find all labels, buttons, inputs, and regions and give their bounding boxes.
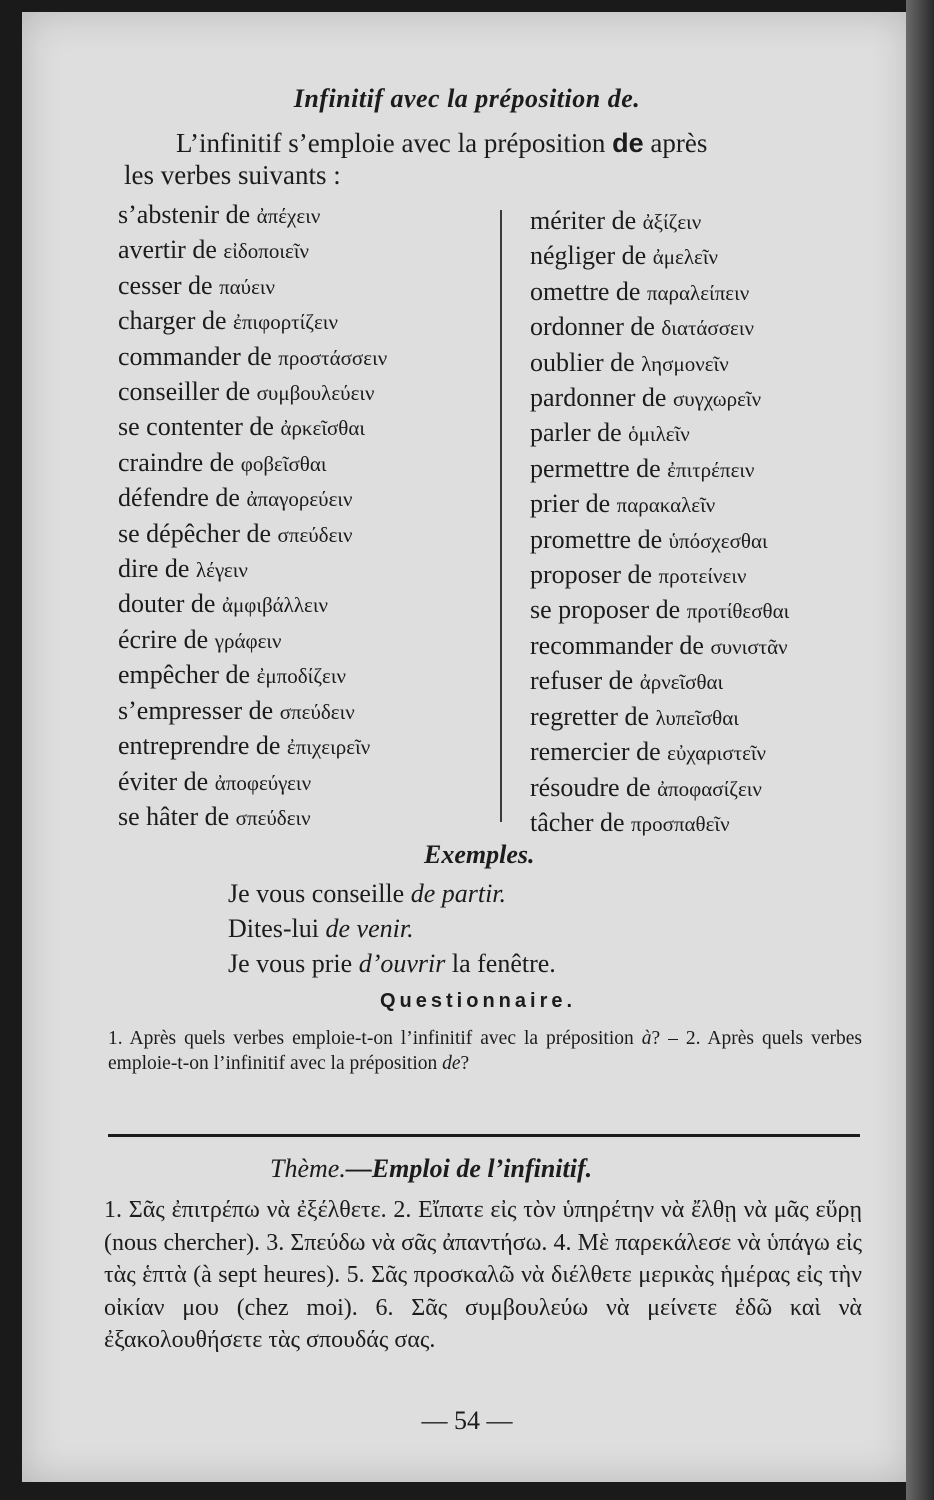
verb-fr: mériter de — [530, 206, 637, 235]
verb-gr: σπεύδειν — [235, 805, 311, 830]
verb-fr: cesser de — [118, 270, 213, 300]
verb-row — [118, 552, 387, 587]
verb-fr: négliger de — [530, 241, 647, 271]
verb-fr: parler de — [530, 418, 622, 448]
left-verb-list — [118, 198, 387, 835]
verb-fr: charger de — [118, 306, 227, 336]
question-2: ? – 2. Après quels verbes emploie-t-on l’infinitif avec la préposition — [108, 1028, 863, 1074]
verb-fr: s’empresser de — [118, 695, 274, 725]
verb-gr: ὑπόσχεσθαι — [668, 528, 768, 553]
theme-title-prefix: Thème. — [270, 1154, 346, 1183]
example-plain: Je vous prie — [228, 949, 353, 978]
verb-gr: ἐπιχειρεῖν — [286, 735, 371, 760]
verb-fr: refuser de — [530, 666, 634, 696]
verb-gr: προτείνειν — [658, 564, 747, 589]
verb-row — [530, 700, 789, 735]
verb-fr: promettre de — [530, 524, 663, 554]
verb-row — [530, 523, 789, 558]
verb-gr: προτίθεσθαι — [686, 599, 790, 624]
verb-fr: se hâter de — [118, 801, 230, 831]
verb-gr: ἐπιφορτίζειν — [233, 310, 338, 335]
verb-row — [118, 198, 387, 233]
verb-row — [530, 771, 789, 806]
verb-gr: συγχωρεῖν — [672, 387, 762, 412]
verb-gr: ἐμποδίζειν — [256, 664, 346, 689]
verb-row — [118, 694, 387, 729]
verb-gr: ἀπαγορεύειν — [246, 487, 353, 512]
verb-fr: regretter de — [530, 701, 650, 731]
verb-row — [118, 800, 387, 835]
section-heading: Infinitif avec la préposition de. — [293, 84, 641, 113]
verb-gr: ἀποφεύγειν — [214, 770, 312, 795]
verb-fr: pardonner de — [530, 383, 667, 413]
verb-gr: σπεύδειν — [279, 699, 355, 724]
verb-gr: γράφειν — [214, 628, 282, 653]
verb-gr: λησμονεῖν — [641, 351, 729, 376]
verb-row — [118, 517, 387, 552]
verb-gr: διατάσσειν — [661, 316, 754, 341]
page-number: — 54 — — [421, 1406, 513, 1435]
verb-gr: λέγειν — [195, 558, 248, 583]
examples-title: Exemples. — [424, 840, 535, 869]
verb-gr: φοβεῖσθαι — [240, 451, 327, 476]
verb-fr: conseiller de — [118, 377, 251, 407]
examples-list — [228, 876, 556, 981]
verb-row — [118, 375, 387, 410]
verb-fr: se contenter de — [118, 412, 274, 442]
questionnaire-title: Questionnaire. — [380, 990, 577, 1012]
verb-fr: omettre de — [530, 276, 641, 306]
intro-line-2: les verbes suivants : — [124, 160, 341, 190]
verb-fr: se dépêcher de — [118, 518, 272, 548]
verb-gr: σπεύδειν — [277, 522, 353, 547]
verb-row — [530, 416, 789, 451]
verb-gr: παύειν — [219, 274, 276, 299]
verb-fr: empêcher de — [118, 660, 251, 690]
verb-gr: ἀρνεῖσθαι — [639, 670, 724, 695]
verb-row — [530, 346, 789, 381]
verb-gr: συμβουλεύειν — [256, 381, 375, 406]
verb-row — [118, 481, 387, 516]
verb-row — [118, 623, 387, 658]
verb-row — [118, 765, 387, 800]
verb-row — [530, 204, 789, 239]
verb-row — [530, 381, 789, 416]
verb-fr: éviter de — [118, 766, 209, 796]
question-2-prep: de — [442, 1053, 461, 1074]
column-divider — [500, 210, 502, 822]
question-1: 1. Après quels verbes emploie-t-on l’infinitif avec la préposition — [108, 1028, 634, 1049]
verb-row — [530, 487, 789, 522]
page-edge-shadow — [906, 0, 934, 1500]
intro-keyword: de — [612, 128, 644, 158]
verb-gr: ἐπιτρέπειν — [667, 457, 755, 482]
verb-gr: ἀμφιβάλλειν — [221, 593, 329, 618]
verb-fr: commander de — [118, 341, 272, 371]
example-after: la fenêtre. — [451, 949, 556, 978]
verb-gr: ἀμελεῖν — [652, 245, 718, 270]
verb-fr: se proposer de — [530, 595, 681, 625]
theme-title — [270, 1154, 592, 1184]
verb-fr: permettre de — [530, 453, 661, 483]
verb-row — [118, 446, 387, 481]
verb-fr: ordonner de — [530, 312, 655, 342]
verb-gr: παραλείπειν — [646, 280, 750, 305]
example-plain: Je vous conseille — [228, 879, 405, 908]
example-line — [228, 946, 556, 981]
verb-row — [118, 304, 387, 339]
verb-row — [118, 410, 387, 445]
theme-title-rest: —Emploi de l’infinitif. — [345, 1154, 593, 1183]
verb-fr: dire de — [118, 554, 190, 584]
example-line — [228, 911, 556, 946]
verb-row — [530, 664, 789, 699]
verb-row — [530, 275, 789, 310]
verb-row — [118, 587, 387, 622]
verb-row — [530, 806, 789, 841]
verb-fr: s’abstenir de — [118, 200, 251, 229]
verb-row — [530, 735, 789, 770]
verb-gr: ὁμιλεῖν — [628, 422, 690, 447]
verb-fr: craindre de — [118, 447, 235, 477]
verb-row — [530, 593, 789, 628]
verb-fr: tâcher de — [530, 807, 625, 837]
right-verb-list — [530, 204, 789, 841]
example-line — [228, 876, 556, 911]
verb-fr: avertir de — [118, 235, 217, 265]
intro-end: après — [650, 128, 708, 158]
theme-text: 1. Σᾶς ἐπιτρέπω νὰ ἐξέλθετε. 2. Εἴπατε εἰς τὸν ὑπηρέτην νὰ ἔλθῃ νὰ μᾶς εὕρῃ (nous chercher). 3. Σπεύδω νὰ σᾶς ἀπαντήσω. 4. Μὲ παρεκάλεσε νὰ ὑπάγω εἰς τὰς ἑπτὰ (à sept heures). 5. Σᾶς προσκαλῶ νὰ διέλθετε μερικὰς ἡμέρας εἰς τὴν οἰκίαν μου (chez moi). 6. Σᾶς συμβουλεύω νὰ μείνετε ἐδῶ καὶ νὰ ἐξακολουθήσετε τὰς σπουδάς σας. — [104, 1197, 862, 1353]
verb-fr: résoudre de — [530, 772, 651, 802]
verb-row — [118, 658, 387, 693]
example-italic: de venir. — [325, 914, 414, 943]
verb-row — [530, 452, 789, 487]
verb-gr: συνιστᾶν — [710, 634, 788, 659]
verb-gr: ἀξίζειν — [642, 210, 702, 234]
verb-fr: proposer de — [530, 560, 653, 590]
verb-gr: προστάσσειν — [278, 345, 388, 370]
verb-row — [530, 558, 789, 593]
verb-fr: oublier de — [530, 347, 635, 377]
verb-row — [530, 310, 789, 345]
verb-fr: entreprendre de — [118, 731, 281, 761]
example-italic: d’ouvrir — [358, 949, 446, 978]
verb-fr: remercier de — [530, 737, 661, 767]
verb-row — [118, 729, 387, 764]
verb-row — [118, 340, 387, 375]
verb-gr: λυπεῖσθαι — [655, 705, 739, 730]
verb-gr: ἀποφασίζειν — [657, 776, 762, 801]
verb-fr: recommander de — [530, 630, 704, 660]
verb-fr: défendre de — [118, 483, 240, 513]
example-italic: de partir. — [410, 879, 507, 908]
verb-row — [118, 269, 387, 304]
verb-gr: ἀπέχειν — [256, 204, 321, 228]
verb-gr: παρακαλεῖν — [616, 493, 716, 518]
verb-fr: prier de — [530, 489, 611, 519]
verb-gr: ἀρκεῖσθαι — [280, 416, 366, 441]
verb-row — [530, 239, 789, 274]
verb-row — [530, 629, 789, 664]
verb-gr: προσπαθεῖν — [631, 811, 730, 836]
verb-fr: douter de — [118, 589, 216, 619]
section-rule — [108, 1134, 860, 1137]
verb-fr: écrire de — [118, 624, 209, 654]
questionnaire-text — [108, 1026, 862, 1076]
question-1-prep: à — [641, 1028, 652, 1049]
question-2-end: ? — [460, 1053, 470, 1074]
verb-gr: εὐχαριστεῖν — [667, 741, 767, 766]
intro-line-1 — [176, 128, 896, 159]
intro-start: L’infinitif s’emploie avec la préposition — [176, 128, 606, 158]
example-plain: Dites-lui — [228, 914, 319, 943]
verb-gr: εἰδοποιεῖν — [223, 239, 309, 264]
verb-row — [118, 233, 387, 268]
